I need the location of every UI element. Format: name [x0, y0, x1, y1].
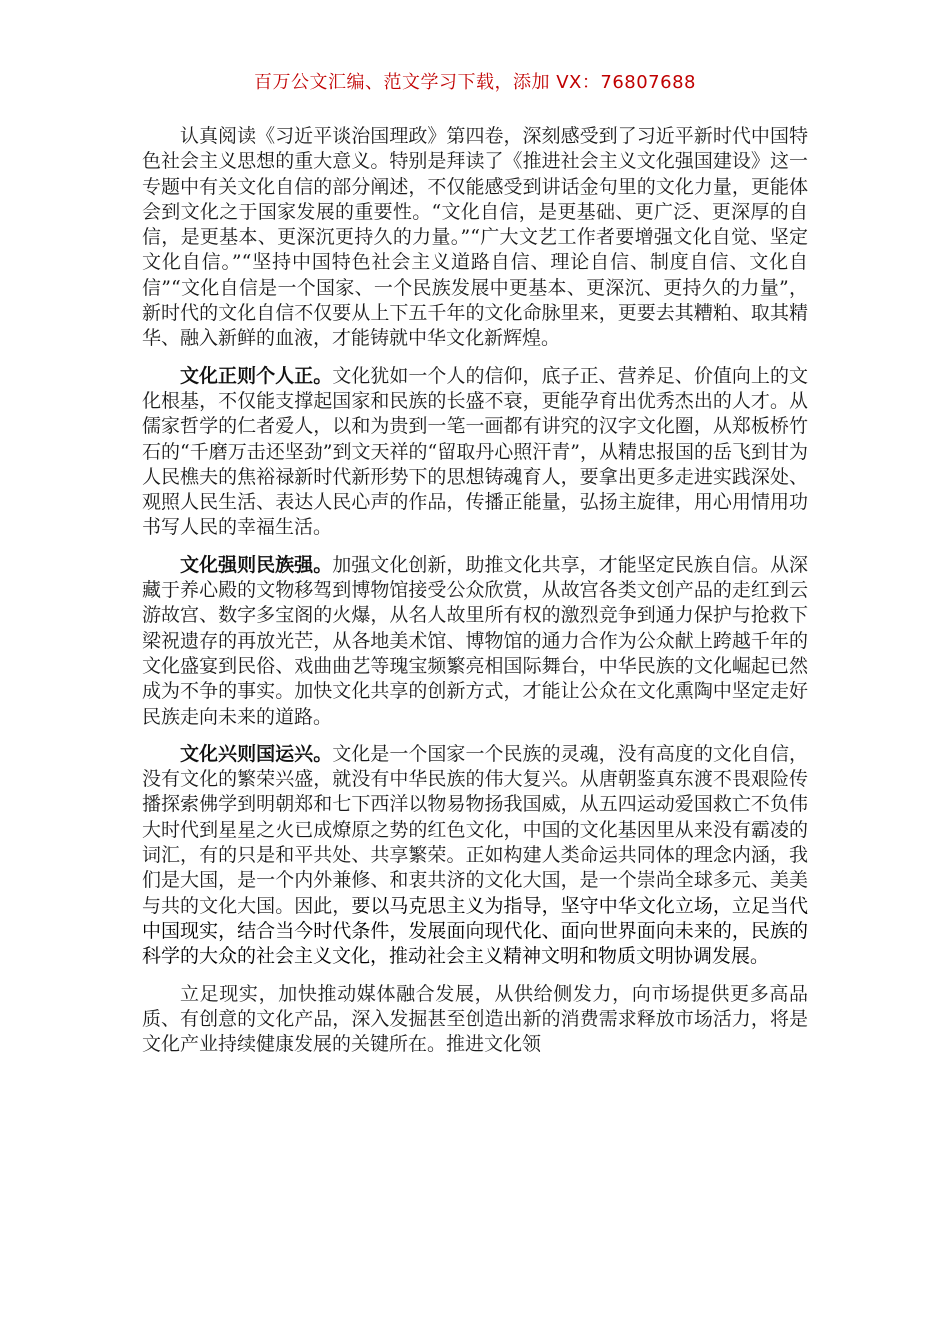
paragraph-culture-nation — [142, 553, 808, 730]
paragraph-text: 文化犹如一个人的信仰，底子正、营养足、价值向上的文化根基，不仅能支撑起国家和民族的长盛不衰，更能孕育出优秀杰出的人才。从儒家哲学的仁者爱人，以和为贵到一笔一画都有讲究的汉字文化圈，从郑板桥竹石的“千磨万击还坚劲”到文天祥的“留取丹心照汗青”，从精忠报国的岳飞到甘为人民樵夫的焦裕禄新时代新形势下的思想铸魂育人，要拿出更多走进实践深处、观照人民生活、表达人民心声的作品，传播正能量，弘扬主旋律，用心用情用功书写人民的幸福生活。 — [142, 364, 808, 539]
paragraph-media-fusion — [142, 982, 808, 1058]
paragraph-culture-individual — [142, 364, 808, 541]
paragraph-text: 加强文化创新，助推文化共享，才能坚定民族自信。从深藏于养心殿的文物移驾到博物馆接受公众欣赏，从故宫各类文创产品的走红到云游故宫、数字多宝阁的火爆，从名人故里所有权的激烈竞争到通力保护与抢救下梁祝遗存的再放光芒，从各地美术馆、博物馆的通力合作为公众献上跨越千年的文化盛宴到民俗、戏曲曲艺等瑰宝频繁亮相国际舞台，中华民族的文化崛起已然成为不争的事实。加快文化共享的创新方式，才能让公众在文化熏陶中坚定走好民族走向未来的道路。 — [142, 553, 808, 728]
paragraph-text: 认真阅读《习近平谈治国理政》第四卷，深刻感受到了习近平新时代中国特色社会主义思想的重大意义。特别是拜读了《推进社会主义文化强国建设》这一专题中有关文化自信的部分阐述，不仅能感受到讲话金句里的文化力量，更能体会到文化之于国家发展的重要性。“文化自信，是更基础、更广泛、更深厚的自信，是更基本、更深沉更持久的力量。”“广大文艺工作者要增强文化自觉、坚定文化自信。”“坚持中国特色社会主义道路自信、理论自信、制度自信、文化自信”“文化自信是一个国家、一个民族发展中更基本、更深沉、更持久的力量”，新时代的文化自信不仅要从上下五千年的文化命脉里来，更要去其糟粕、取其精华、融入新鲜的血液，才能铸就中华文化新辉煌。 — [142, 125, 808, 350]
paragraph-text: 立足现实，加快推动媒体融合发展，从供给侧发力，向市场提供更多高品质、有创意的文化产品，深入发掘甚至创造出新的消费需求释放市场活力，将是文化产业持续健康发展的关键所在。推进文化领 — [142, 982, 808, 1056]
paragraph-culture-country — [142, 742, 808, 970]
paragraph-text: 文化是一个国家一个民族的灵魂，没有高度的文化自信，没有文化的繁荣兴盛，就没有中华民族的伟大复兴。从唐朝鉴真东渡不畏艰险传播探索佛学到明朝郑和七下西洋以物易物扬我国威，从五四运动爱国救亡不负伟大时代到星星之火已成燎原之势的红色文化，中国的文化基因里从来没有霸凌的词汇，有的只是和平共处、共享繁荣。正如构建人类命运共同体的理念内涵，我们是大国，是一个内外兼修、和衷共济的文化大国，是一个崇尚全球多元、美美与共的文化大国。因此， — [142, 742, 808, 917]
paragraph-emphasis: 要以马克思主义为指导，坚守中华文化立场，立足当代中国现实，结合当今时代条件，发展面向现代化、面向世界面向未来的，民族的科学的大众的社会主义文化，推动社会主义精神文明和物质文明协调发展。 — [142, 894, 808, 968]
paragraph-intro — [142, 124, 808, 352]
paragraph-heading: 文化强则民族强。 — [180, 553, 333, 576]
paragraph-heading: 文化兴则国运兴。 — [180, 742, 333, 765]
header-banner: 百万公文汇编、范文学习下载，添加 VX：76807688 — [254, 72, 696, 93]
paragraph-heading: 文化正则个人正。 — [180, 364, 333, 387]
article-body — [142, 124, 808, 1069]
